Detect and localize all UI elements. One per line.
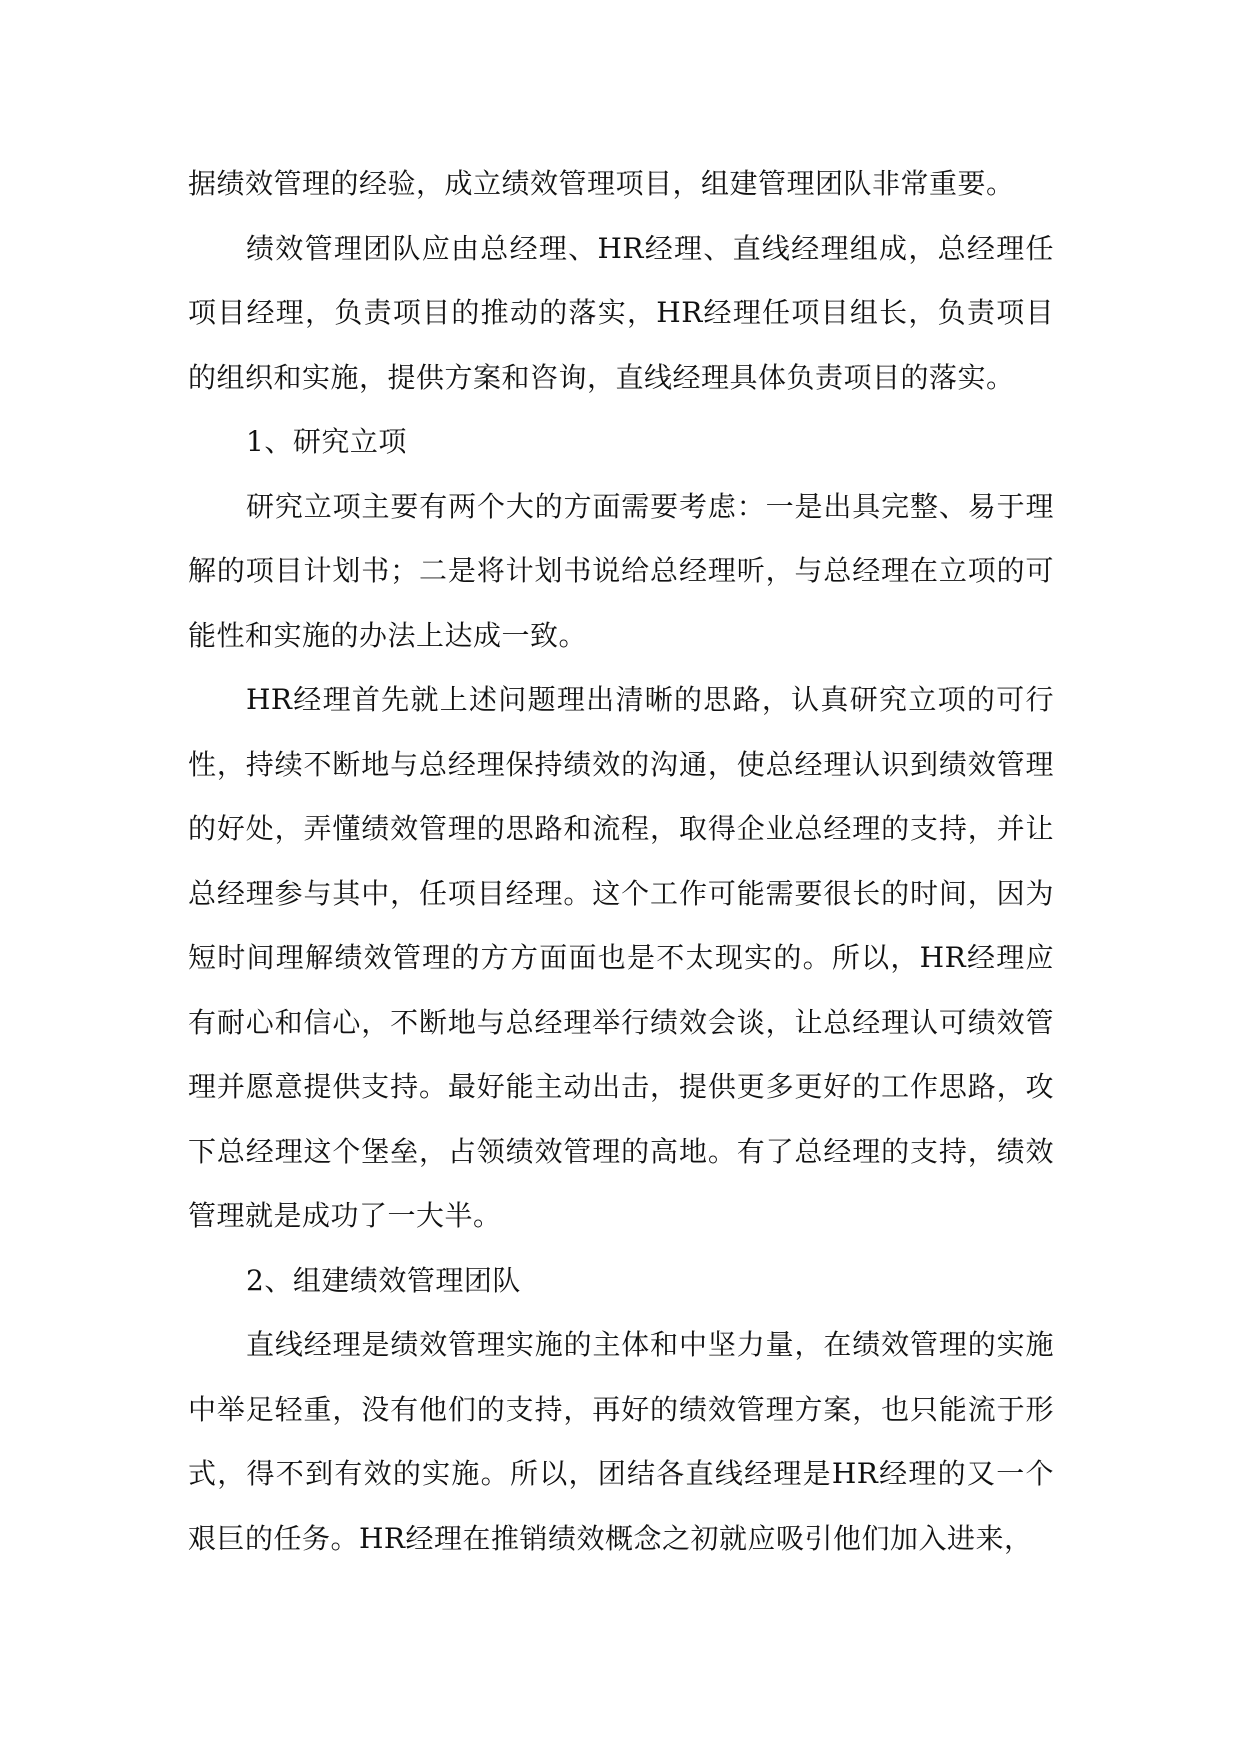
paragraph-line-managers: 直线经理是绩效管理实施的主体和中坚力量，在绩效管理的实施中举足轻重，没有他们的支持，再好的绩效管理方案，也只能流于形式，得不到有效的实施。所以，团结各直线经理是HR经理的又一个艰巨的任务。HR经理在推销绩效概念之初就应吸引他们加入进来， — [188, 1328, 1054, 1555]
paragraph-hr-manager-approach: HR经理首先就上述问题理出清晰的思路，认真研究立项的可行性，持续不断地与总经理保持绩效的沟通，使总经理认识到绩效管理的好处，弄懂绩效管理的思路和流程，取得企业总经理的支持，并让总经理参与其中，任项目经理。这个工作可能需要很长的时间，因为短时间理解绩效管理的方方面面也是不太现实的。所以，HR经理应有耐心和信心，不断地与总经理举行绩效会谈，让总经理认可绩效管理并愿意提供支持。最好能主动出击，提供更多更好的工作思路，攻下总经理这个堡垒，占领绩效管理的高地。有了总经理的支持，绩效管理就是成功了一大半。 — [188, 683, 1054, 1232]
section-heading-team-building: 2、组建绩效管理团队 — [246, 1263, 521, 1297]
paragraph-intro: 据绩效管理的经验，成立绩效管理项目，组建管理团队非常重要。 — [188, 167, 1015, 200]
paragraph-research-aspects: 研究立项主要有两个大的方面需要考虑：一是出具完整、易于理解的项目计划书；二是将计划书说给总经理听，与总经理在立项的可能性和实施的办法上达成一致。 — [188, 489, 1054, 652]
document-body — [188, 152, 1054, 1571]
paragraph-team-composition: 绩效管理团队应由总经理、HR经理、直线经理组成，总经理任项目经理，负责项目的推动的落实，HR经理任项目组长，负责项目的组织和实施，提供方案和咨询，直线经理具体负责项目的落实。 — [188, 231, 1054, 394]
section-heading-research: 1、研究立项 — [246, 425, 407, 458]
